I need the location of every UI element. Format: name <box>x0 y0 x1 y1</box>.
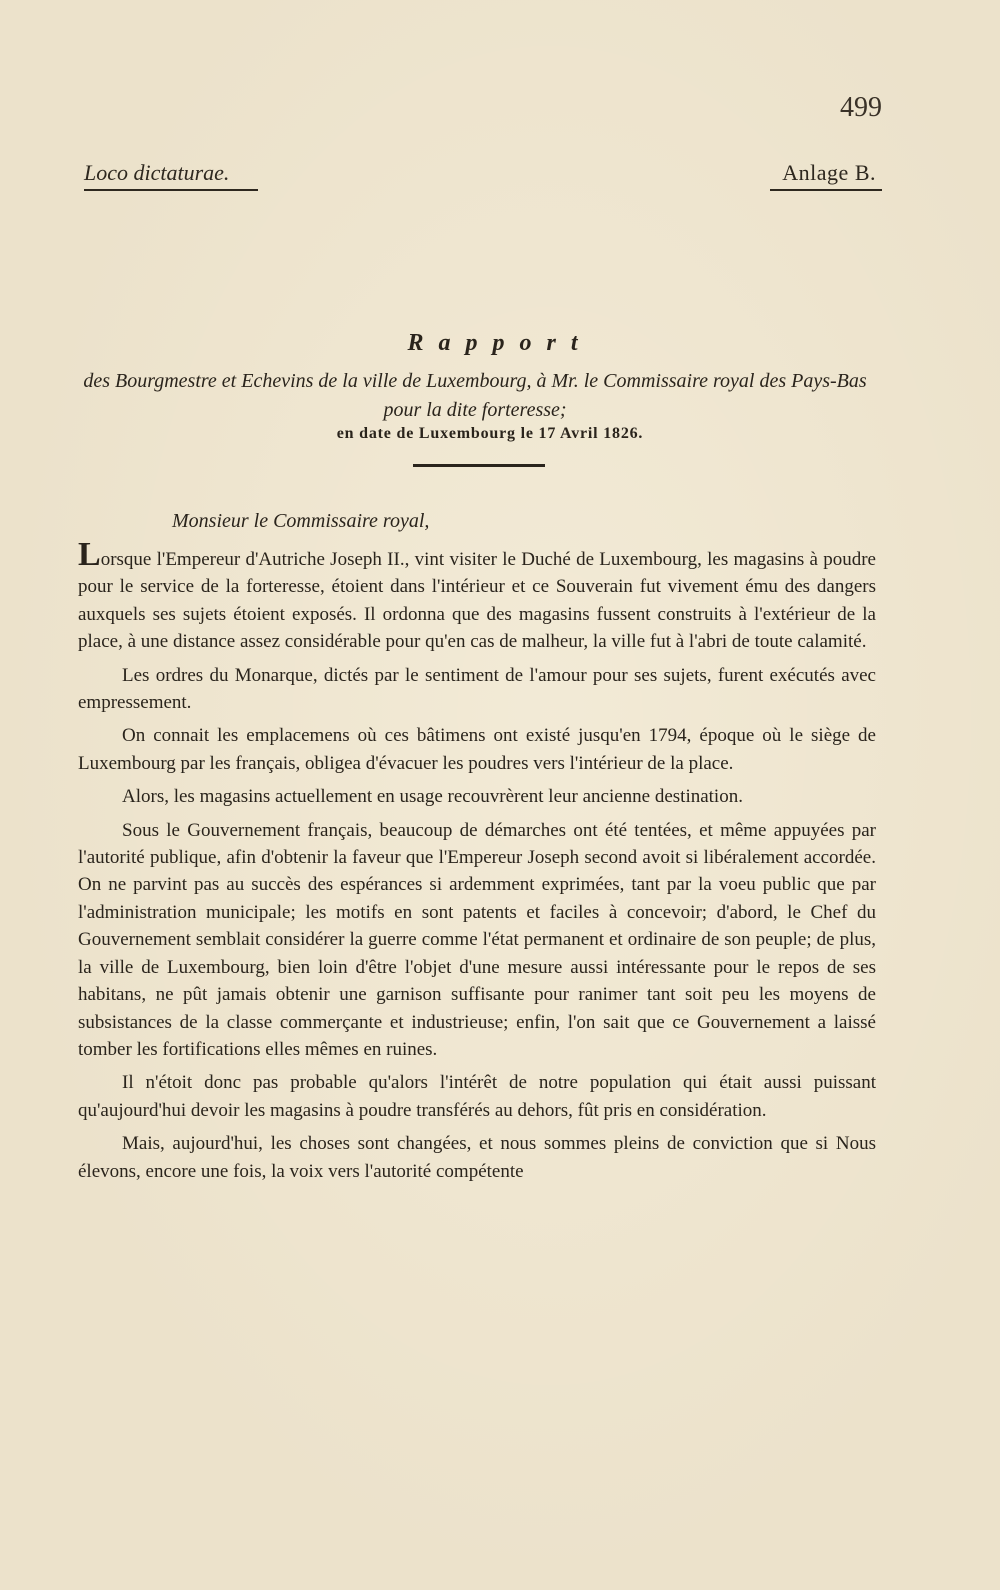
running-head-left: Loco dictaturae. <box>84 160 230 185</box>
paragraph-1-text: orsque l'Empereur d'Autriche Joseph II., vint visiter le Duché de Luxembourg, les magasins à poudre pour le service de la forteresse, étoient dans l'intérieur et ce Souverain fut vivement ému des dangers auxquels ses sujets étoient exposés. Il ordonna que des magasins fussent construits à l'extérieur de la place, à une distance assez considérable pour qu'en cas de malheur, la ville fut à l'abri de toute calamité. <box>78 549 876 653</box>
paragraph-5: Sous le Gouvernement français, beaucoup de démarches ont été tentées, et même appuyées par l'autorité publique, afin d'obtenir la faveur que l'Empereur Joseph second avoit si libéralement accordée. On ne parvint pas au succès des espérances si ardemment exprimées, tant par la voeu public que par l'administration municipale; les motifs en sont patents et faciles à concevoir; d'abord, le Chef du Gouvernement semblait considérer la guerre comme l'état permanent et ordinaire de son peuple; de plus, la ville de Luxembourg, bien loin d'être l'objet d'une mesure aussi intéressante pour le repos de ses habitans, ne pût jamais obtenir une garnison suffisante pour ranimer tant soit peu les moyens de subsistances de la classe commerçante et industrieuse; enfin, l'on sait que ce Gouvernement a laissé tomber les fortifications elles mêmes en ruines. <box>78 819 876 1060</box>
document-date-line: en date de Luxembourg le 17 Avril 1826. <box>336 425 644 442</box>
paragraph-4: Alors, les magasins actuellement en usage recouvrèrent leur ancienne destination. <box>122 786 743 808</box>
drop-initial: L <box>78 536 101 573</box>
document-title: Rapport <box>407 330 593 356</box>
document-subtitle: des Bourgmestre et Echevins de la ville de Luxembourg, à Mr. le Commissaire royal des Pays-Bas pour la dite forteresse; <box>83 370 867 421</box>
paragraph-3: On connait les emplacemens où ces bâtimens ont existé jusqu'en 1794, époque où le siège de Luxembourg par les français, obligea d'évacuer les poudres vers l'intérieur de la place. <box>78 725 876 774</box>
running-head-right-rule <box>770 189 882 191</box>
heading-divider <box>413 464 545 467</box>
page-number: 499 <box>840 92 882 123</box>
paragraph-7: Mais, aujourd'hui, les choses sont changées, et nous sommes pleins de conviction que si Nous élevons, encore une fois, la voix vers l'autorité compétente <box>78 1133 876 1182</box>
paragraph-6: Il n'étoit donc pas probable qu'alors l'intérêt de notre population qui était aussi puissant qu'aujourd'hui devoir les magasins à poudre transférés au dehors, fût pris en considération. <box>78 1072 876 1121</box>
running-head-right: Anlage B. <box>782 160 876 185</box>
running-head-left-rule <box>84 189 258 191</box>
body-text <box>78 536 876 1191</box>
paragraph-1 <box>78 536 876 656</box>
salutation: Monsieur le Commissaire royal, <box>172 510 430 532</box>
paragraph-2: Les ordres du Monarque, dictés par le sentiment de l'amour pour ses sujets, furent exécutés avec empressement. <box>78 664 876 714</box>
